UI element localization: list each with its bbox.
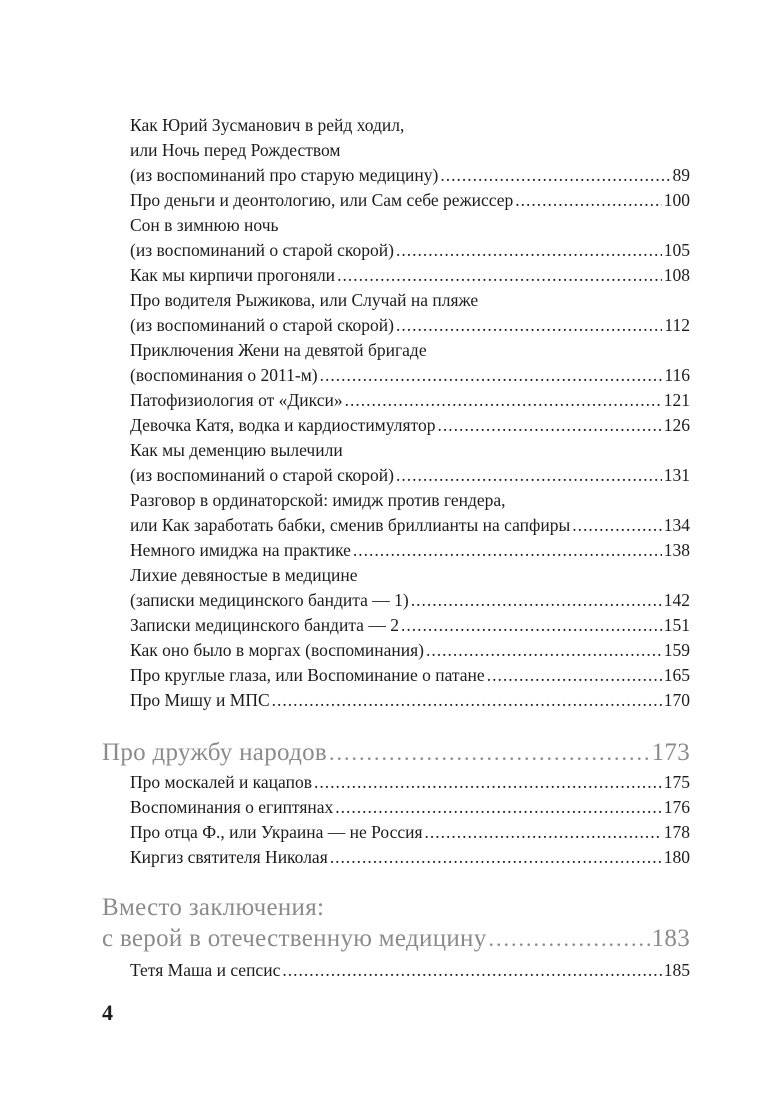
section-title: с верой в отечественную медицину [102, 925, 487, 952]
dot-leader [437, 413, 661, 438]
dot-leader [320, 363, 663, 388]
toc-entry [130, 388, 690, 413]
toc-entry-page: 175 [663, 772, 690, 792]
toc-entry [130, 263, 690, 288]
section-heading-conclusion [102, 892, 690, 954]
toc-entry-row [130, 538, 690, 563]
toc-entry-title: Про деньги и деонтологию, или Сам себе режиссер [130, 190, 514, 210]
dot-leader [396, 313, 662, 338]
toc-entry-row [130, 313, 690, 338]
toc-entry-line: Приключения Жени на девятой бригаде [130, 340, 427, 360]
dot-leader [345, 388, 662, 413]
toc-group-1 [102, 113, 690, 713]
toc-entry-title: (воспоминания о 2011-м) [130, 365, 318, 385]
dot-leader [335, 795, 661, 820]
toc-entry [130, 488, 690, 538]
section-heading-friendship [102, 737, 690, 768]
toc-group-2 [102, 770, 690, 870]
toc-entry [130, 663, 690, 688]
toc-entry [130, 213, 690, 263]
toc-entry-line: Про водителя Рыжикова, или Случай на пляже [130, 290, 479, 310]
toc-entry-title: Про отца Ф., или Украина — не Россия [130, 822, 423, 842]
toc-entry-title: (из воспоминаний о старой скорой) [130, 315, 394, 335]
toc-entry-row [130, 795, 690, 820]
toc-entry-row [130, 688, 690, 713]
toc-entry-page: 178 [663, 822, 690, 842]
toc-entry [130, 563, 690, 613]
toc-entry-row [130, 770, 690, 795]
toc-entry-title: Про москалей и кацапов [130, 772, 312, 792]
toc-entry-title: Записки медицинского бандита — 2 [130, 615, 399, 635]
toc-entry-page: 138 [663, 540, 690, 560]
toc-entry-title: Девочка Катя, водка и кардиостимулятор [130, 415, 436, 435]
dot-leader [282, 958, 661, 983]
toc-entry-page: 131 [663, 465, 690, 485]
toc-entry [130, 188, 690, 213]
toc-entry-row [130, 958, 690, 983]
toc-entry-row [130, 163, 690, 188]
toc-entry-row [130, 638, 690, 663]
toc-entry-page: 185 [663, 960, 690, 980]
toc-entry-page: 180 [663, 847, 690, 867]
toc-entry [130, 958, 690, 983]
toc-entry-line: Как мы деменцию вылечили [130, 440, 343, 460]
section-title-line: Вместо заключения: [102, 894, 325, 921]
dot-leader [396, 463, 662, 488]
toc-entry-title: (записки медицинского бандита — 1) [130, 590, 409, 610]
dot-leader [329, 737, 650, 768]
toc-entry-page: 89 [672, 165, 690, 185]
dot-leader [425, 820, 662, 845]
section-page: 173 [651, 739, 690, 766]
dot-leader [314, 770, 662, 795]
toc-entry-title: Про Мишу и МПС [130, 690, 270, 710]
toc-entry-title: или Как заработать бабки, сменив бриллианты на сапфиры [130, 515, 571, 535]
toc-entry [130, 638, 690, 663]
toc-entry-row [130, 613, 690, 638]
dot-leader [353, 538, 662, 563]
toc-entry-title: (из воспоминаний про старую медицину) [130, 165, 439, 185]
toc-entry-page: 126 [663, 415, 690, 435]
dot-leader [337, 263, 662, 288]
toc-entry-title: (из воспоминаний о старой скорой) [130, 465, 394, 485]
toc-entry-page: 116 [664, 365, 690, 385]
toc-entry-title: Как мы кирпичи прогоняли [130, 265, 336, 285]
toc-entry-row [130, 588, 690, 613]
toc-group-3 [102, 958, 690, 983]
dot-leader [440, 163, 670, 188]
dot-leader [426, 638, 662, 663]
dot-leader [489, 923, 650, 954]
toc-entry-line: Лихие девяностые в медицине [130, 565, 358, 585]
table-of-contents [102, 113, 690, 983]
dot-leader [487, 663, 662, 688]
toc-entry-row [130, 238, 690, 263]
toc-entry-row [130, 188, 690, 213]
toc-entry-row [130, 845, 690, 870]
toc-entry-row [130, 463, 690, 488]
toc-entry-row [130, 663, 690, 688]
toc-entry-page: 121 [663, 390, 690, 410]
toc-entry-page: 112 [664, 315, 690, 335]
toc-entry-page: 159 [663, 640, 690, 660]
dot-leader [401, 613, 662, 638]
toc-entry-page: 151 [663, 615, 690, 635]
toc-entry [130, 538, 690, 563]
toc-entry [130, 770, 690, 795]
toc-entry-line: Сон в зимнюю ночь [130, 215, 279, 235]
section-title: Про дружбу народов [102, 739, 328, 766]
toc-entry-title: Киргиз святителя Николая [130, 847, 328, 867]
toc-entry [130, 413, 690, 438]
dot-leader [411, 588, 662, 613]
toc-entry-page: 170 [663, 690, 690, 710]
toc-entry-page: 108 [663, 265, 690, 285]
dot-leader [515, 188, 661, 213]
toc-entry-row [130, 263, 690, 288]
toc-entry [130, 688, 690, 713]
toc-entry-page: 105 [663, 240, 690, 260]
toc-entry [130, 845, 690, 870]
toc-entry-page: 176 [663, 797, 690, 817]
dot-leader [572, 513, 661, 538]
section-page: 183 [651, 925, 690, 952]
toc-entry [130, 288, 690, 338]
toc-entry-line: или Ночь перед Рождеством [130, 140, 341, 160]
toc-entry-page: 165 [663, 665, 690, 685]
toc-entry-line: Разговор в ординаторской: имидж против гендера, [130, 490, 506, 510]
toc-entry-title: Про круглые глаза, или Воспоминание о патане [130, 665, 485, 685]
toc-entry-title: (из воспоминаний о старой скорой) [130, 240, 394, 260]
dot-leader [396, 238, 662, 263]
toc-entry-row [130, 363, 690, 388]
toc-entry-title: Как оно было в моргах (воспоминания) [130, 640, 425, 660]
toc-entry-line: Как Юрий Зусманович в рейд ходил, [130, 115, 405, 135]
toc-entry-page: 142 [663, 590, 690, 610]
toc-entry [130, 613, 690, 638]
toc-entry [130, 113, 690, 188]
toc-entry-row [130, 513, 690, 538]
toc-entry-title: Тетя Маша и сепсис [130, 960, 281, 980]
toc-entry [130, 338, 690, 388]
page-number: 4 [102, 1000, 113, 1025]
toc-entry-title: Немного имиджа на практике [130, 540, 351, 560]
toc-entry [130, 820, 690, 845]
toc-entry-title: Патофизиология от «Дикси» [130, 390, 343, 410]
toc-entry [130, 795, 690, 820]
toc-entry [130, 438, 690, 488]
toc-entry-row [130, 388, 690, 413]
toc-entry-page: 100 [663, 190, 690, 210]
toc-entry-title: Воспоминания о египтянах [130, 797, 334, 817]
dot-leader [272, 688, 662, 713]
toc-entry-row [130, 413, 690, 438]
toc-entry-page: 134 [663, 515, 690, 535]
dot-leader [330, 845, 662, 870]
toc-entry-row [130, 820, 690, 845]
